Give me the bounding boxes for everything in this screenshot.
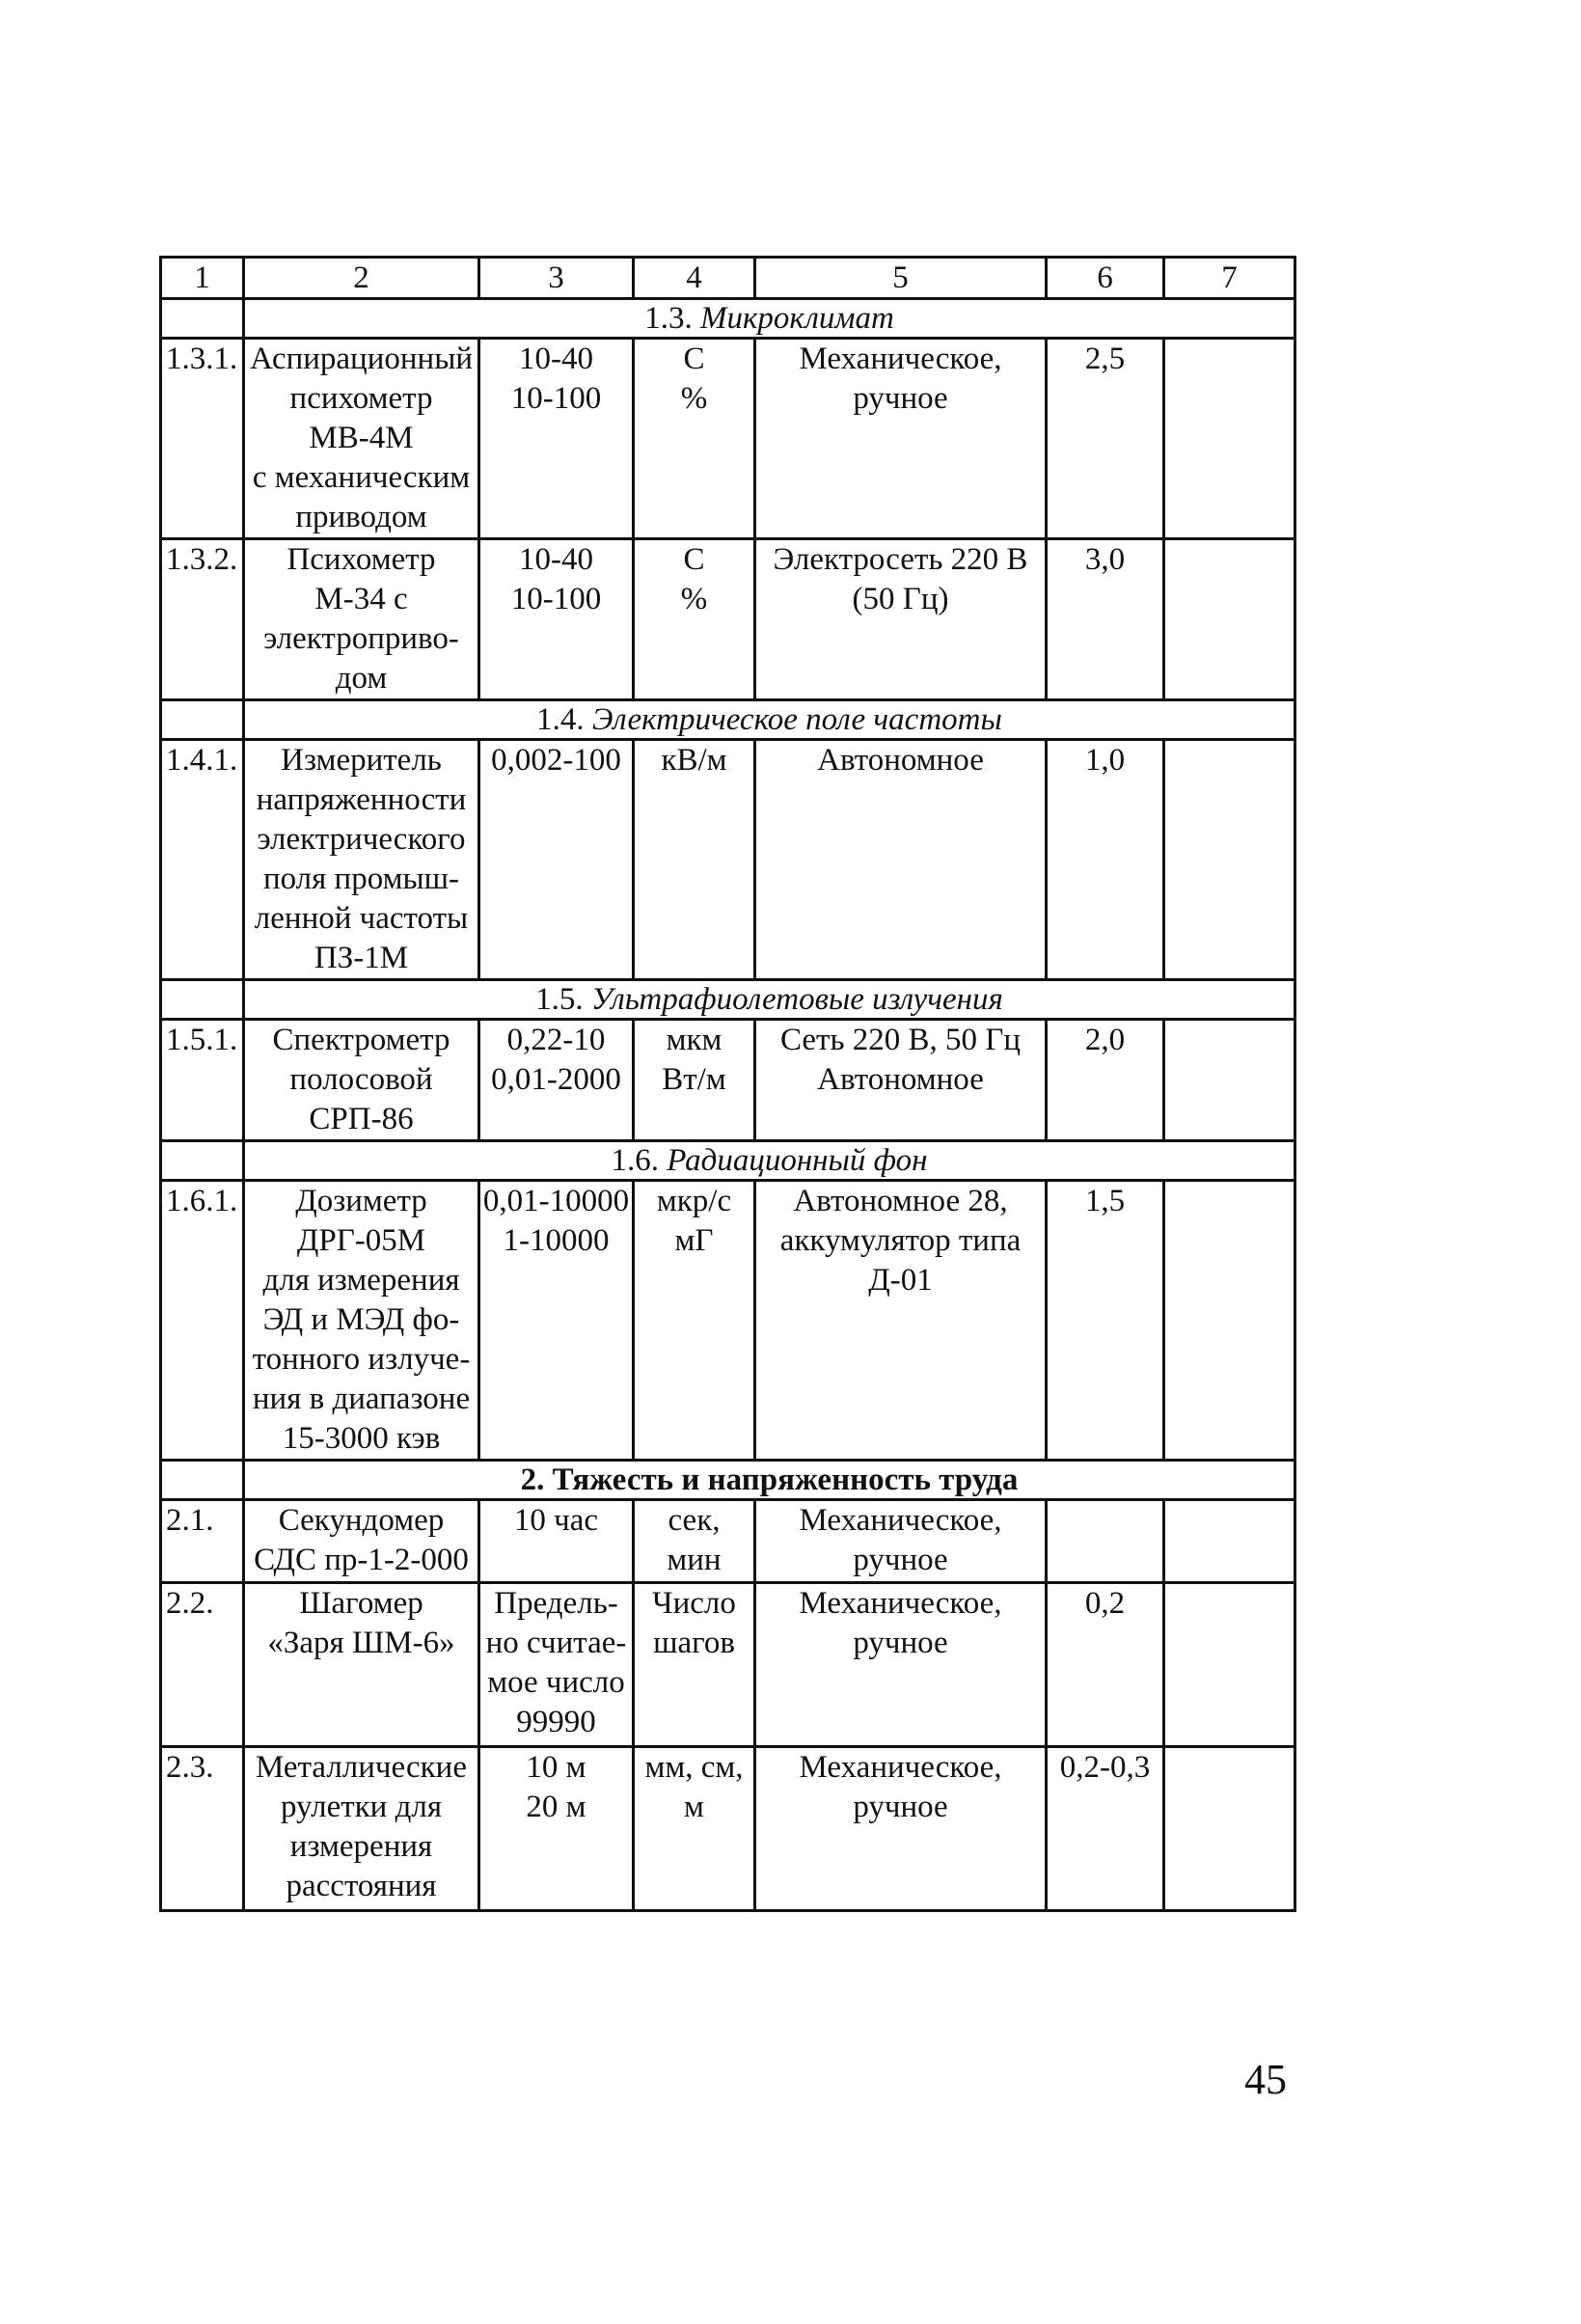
error-value xyxy=(1047,1500,1164,1583)
row-number: 1.4.1. xyxy=(161,740,244,980)
section-row-microclimate xyxy=(161,299,1295,339)
header-cell: 7 xyxy=(1164,258,1295,299)
device-name: Аспирационный психометр МВ-4М с механическим приводом xyxy=(244,339,479,539)
section-number: 1.6. xyxy=(611,1143,659,1178)
error-value: 3,0 xyxy=(1047,539,1164,700)
power-source: Автономное 28, аккумулятор типа Д-01 xyxy=(755,1181,1047,1461)
extra-cell xyxy=(1164,1583,1295,1747)
device-name: Психометр М-34 с электроприво- дом xyxy=(244,539,479,700)
measurement-range: 10-40 10-100 xyxy=(479,339,634,539)
measurement-range: Предель- но считае- мое число 99990 xyxy=(479,1583,634,1747)
section-spacer xyxy=(161,1461,244,1500)
table-header-row xyxy=(161,258,1295,299)
extra-cell xyxy=(1164,1020,1295,1141)
unit: сек, мин xyxy=(634,1500,755,1583)
row-number: 1.3.2. xyxy=(161,539,244,700)
row-number: 2.2. xyxy=(161,1583,244,1747)
device-name: Металлические рулетки для измерения расстояния xyxy=(244,1747,479,1911)
device-name: Спектрометр полосовой СРП-86 xyxy=(244,1020,479,1141)
power-source: Механическое, ручное xyxy=(755,1583,1047,1747)
power-source: Автономное xyxy=(755,740,1047,980)
error-value: 0,2 xyxy=(1047,1583,1164,1747)
measurement-range: 0,002-100 xyxy=(479,740,634,980)
section-title: Микроклимат xyxy=(699,301,894,336)
section-spacer xyxy=(161,700,244,740)
section-number: 1.3. xyxy=(644,301,693,336)
error-value: 0,2-0,3 xyxy=(1047,1747,1164,1911)
extra-cell xyxy=(1164,1500,1295,1583)
header-cell: 4 xyxy=(634,258,755,299)
unit: С % xyxy=(634,539,755,700)
section-heading xyxy=(244,299,1295,339)
row-number: 2.3. xyxy=(161,1747,244,1911)
header-cell: 5 xyxy=(755,258,1047,299)
section-number: 1.5. xyxy=(535,982,584,1017)
measurement-range: 0,01-10000 1-10000 xyxy=(479,1181,634,1461)
section-spacer xyxy=(161,980,244,1020)
section-row-labor-severity xyxy=(161,1461,1295,1500)
section-heading xyxy=(244,700,1295,740)
table-row xyxy=(161,1747,1295,1911)
unit: мкр/с мГ xyxy=(634,1181,755,1461)
row-number: 1.5.1. xyxy=(161,1020,244,1141)
row-number: 2.1. xyxy=(161,1500,244,1583)
device-name: Измеритель напряженности электрического поля промыш- ленной частоты ПЗ-1М xyxy=(244,740,479,980)
table-row xyxy=(161,740,1295,980)
section-title: Электрическое поле частоты xyxy=(591,702,1002,737)
header-cell: 2 xyxy=(244,258,479,299)
device-name: Шагомер «Заря ШМ-6» xyxy=(244,1583,479,1747)
table-row xyxy=(161,1181,1295,1461)
section-spacer xyxy=(161,1141,244,1181)
unit: С % xyxy=(634,339,755,539)
section-row-electric-field xyxy=(161,700,1295,740)
equipment-table xyxy=(159,256,1296,1912)
measurement-range: 0,22-10 0,01-2000 xyxy=(479,1020,634,1141)
extra-cell xyxy=(1164,539,1295,700)
section-row-radiation xyxy=(161,1141,1295,1181)
section-spacer xyxy=(161,299,244,339)
table-row xyxy=(161,539,1295,700)
header-cell: 6 xyxy=(1047,258,1164,299)
row-number: 1.6.1. xyxy=(161,1181,244,1461)
error-value: 1,0 xyxy=(1047,740,1164,980)
device-name: Дозиметр ДРГ-05М для измерения ЭД и МЭД фо- тонного излуче- ния в диапазоне 15-3000 кэв xyxy=(244,1181,479,1461)
unit: мкм Вт/м xyxy=(634,1020,755,1141)
power-source: Сеть 220 В, 50 Гц Автономное xyxy=(755,1020,1047,1141)
unit: мм, см, м xyxy=(634,1747,755,1911)
table-row xyxy=(161,339,1295,539)
extra-cell xyxy=(1164,1747,1295,1911)
power-source: Механическое, ручное xyxy=(755,339,1047,539)
header-cell: 1 xyxy=(161,258,244,299)
extra-cell xyxy=(1164,740,1295,980)
unit: кВ/м xyxy=(634,740,755,980)
row-number: 1.3.1. xyxy=(161,339,244,539)
extra-cell xyxy=(1164,339,1295,539)
section-heading: 2. Тяжесть и напряженность труда xyxy=(244,1461,1295,1500)
power-source: Электросеть 220 В (50 Гц) xyxy=(755,539,1047,700)
error-value: 1,5 xyxy=(1047,1181,1164,1461)
section-number: 1.4. xyxy=(536,702,585,737)
header-cell: 3 xyxy=(479,258,634,299)
measurement-range: 10 час xyxy=(479,1500,634,1583)
table-row xyxy=(161,1020,1295,1141)
power-source: Механическое, ручное xyxy=(755,1747,1047,1911)
section-row-ultraviolet xyxy=(161,980,1295,1020)
measurement-range: 10 м 20 м xyxy=(479,1747,634,1911)
section-heading xyxy=(244,1141,1295,1181)
error-value: 2,0 xyxy=(1047,1020,1164,1141)
section-title: Ультрафиолетовые излучения xyxy=(590,982,1003,1017)
page-number: 45 xyxy=(1244,2056,1287,2103)
device-name: Секундомер СДС пр-1-2-000 xyxy=(244,1500,479,1583)
section-title: Радиационный фон xyxy=(667,1143,928,1178)
extra-cell xyxy=(1164,1181,1295,1461)
unit: Число шагов xyxy=(634,1583,755,1747)
table-row xyxy=(161,1500,1295,1583)
error-value: 2,5 xyxy=(1047,339,1164,539)
measurement-range: 10-40 10-100 xyxy=(479,539,634,700)
section-heading xyxy=(244,980,1295,1020)
power-source: Механическое, ручное xyxy=(755,1500,1047,1583)
table-row xyxy=(161,1583,1295,1747)
